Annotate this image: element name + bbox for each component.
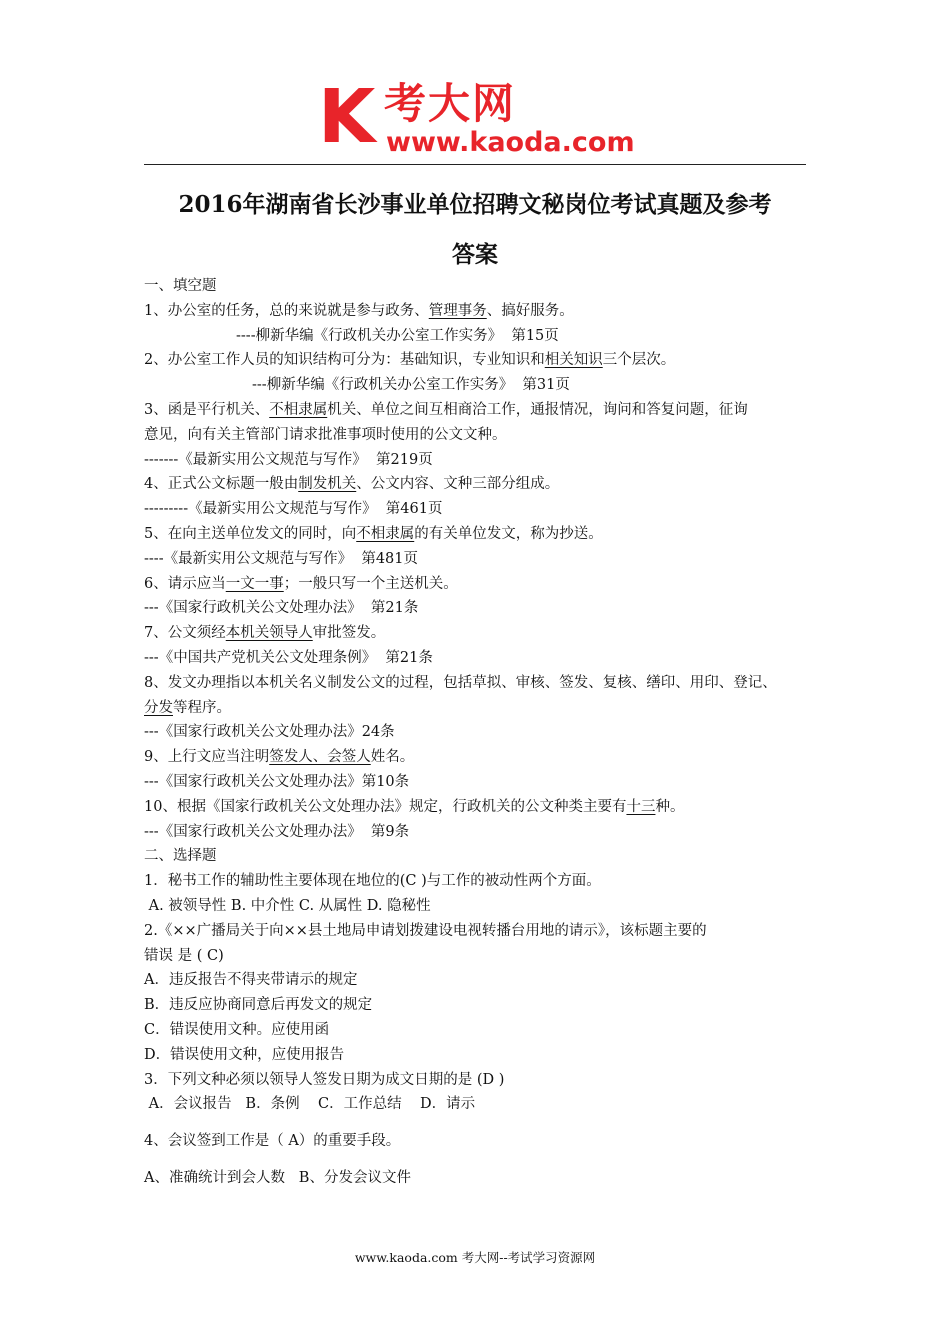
answer-blank: 十三 <box>626 798 656 815</box>
answer-blank: 本机关领导人 <box>225 625 313 642</box>
text-line <box>144 423 824 448</box>
text-segment: 4、会议签到工作是（ A）的重要手段。 <box>144 1133 401 1150</box>
text-line <box>144 720 824 745</box>
text-line <box>144 1068 824 1093</box>
text-line <box>144 621 824 646</box>
text-line <box>144 448 824 473</box>
text-line <box>144 671 824 696</box>
document-body <box>144 274 824 1191</box>
text-line <box>144 968 824 993</box>
text-segment: 8、发文办理指以本机关名义制发公文的过程，包括草拟、审核、签发、复核、缮印、用印、登记、 <box>144 674 777 691</box>
text-line <box>144 1043 824 1068</box>
text-segment: 等程序。 <box>173 699 231 716</box>
text-segment: A. 被领导性 B. 中介性 C. 从属性 D. 隐秘性 <box>144 897 431 914</box>
text-line <box>144 770 824 795</box>
logo-url: www.kaoda.com <box>386 127 635 158</box>
answer-blank: 一文一事 <box>225 575 284 592</box>
text-line <box>144 324 824 349</box>
text-line <box>144 646 824 671</box>
text-line <box>144 745 824 770</box>
text-segment: 3．下列文种必须以领导人签发日期为成文日期的是 (D ) <box>144 1071 505 1088</box>
text-segment: ---《国家行政机关公文处理办法》 第21条 <box>144 600 419 617</box>
text-line <box>144 596 824 621</box>
answer-blank: 管理事务 <box>428 302 487 319</box>
text-line <box>144 274 824 299</box>
text-segment: -------《最新实用公文规范与写作》 第219页 <box>144 451 433 468</box>
text-line <box>144 1129 824 1154</box>
text-line <box>144 1018 824 1043</box>
text-segment: ---柳新华编《行政机关办公室工作实务》 第31页 <box>252 377 570 394</box>
text-line <box>144 1092 824 1117</box>
answer-blank: 不相隶属 <box>269 401 328 418</box>
text-segment: 3、函是平行机关、 <box>144 401 270 418</box>
text-segment: 7、公文须经 <box>144 625 226 642</box>
text-segment: ---《国家行政机关公文处理办法》24条 <box>144 724 395 741</box>
answer-blank: 签发人、会签人 <box>269 749 371 766</box>
text-line <box>144 373 824 398</box>
text-line <box>144 919 824 944</box>
text-segment: ---《国家行政机关公文处理办法》 第9条 <box>144 823 410 840</box>
logo-chinese-name: 考大网 <box>384 79 517 128</box>
text-segment: B．违反应协商同意后再发文的规定 <box>144 997 373 1014</box>
text-segment: 的有关单位发文，称为抄送。 <box>414 525 603 542</box>
text-line <box>144 547 824 572</box>
text-segment: 1．秘书工作的辅助性主要体现在地位的(C )与工作的被动性两个方面。 <box>144 873 601 890</box>
text-segment: 10、根据《国家行政机关公文处理办法》规定，行政机关的公文种类主要有 <box>144 798 627 815</box>
answer-blank: 相关知识 <box>544 352 603 369</box>
text-segment: 2、办公室工作人员的知识结构可分为：基础知识，专业知识和 <box>144 352 545 369</box>
text-segment: ；一般只写一个主送机关。 <box>283 575 458 592</box>
kaoda-logo[interactable] <box>318 74 638 162</box>
text-line <box>144 820 824 845</box>
text-segment: ----《最新实用公文规范与写作》 第481页 <box>144 550 418 567</box>
text-segment: 意见，向有关主管部门请求批准事项时使用的公文文种。 <box>144 426 507 443</box>
text-segment: C．错误使用文种。应使用函 <box>144 1021 330 1038</box>
text-segment: 三个层次。 <box>602 352 676 369</box>
text-segment: 一、填空题 <box>144 278 217 294</box>
text-segment: D．错误使用文种，应使用报告 <box>144 1046 345 1063</box>
text-segment: 9、上行文应当注明 <box>144 749 270 766</box>
logo-k-mark: K <box>318 74 374 160</box>
text-segment: 1、办公室的任务，总的来说就是参与政务、 <box>144 302 429 319</box>
text-line <box>144 572 824 597</box>
text-segment: A．会议报告 B．条例 C．工作总结 D．请示 <box>144 1096 476 1113</box>
text-line <box>144 1166 824 1191</box>
text-line <box>144 844 824 869</box>
text-line <box>144 472 824 497</box>
header-rule <box>144 164 806 165</box>
text-segment: 二、选择题 <box>144 848 217 865</box>
text-segment: 审批签发。 <box>312 625 386 642</box>
text-segment: ---------《最新实用公文规范与写作》 第461页 <box>144 501 443 518</box>
text-line <box>144 795 824 820</box>
text-segment: A、准确统计到会人数 B、分发会议文件 <box>144 1169 411 1186</box>
text-segment: A．违反报告不得夹带请示的规定 <box>144 972 358 989</box>
page-footer: www.kaoda.com 考大网--考试学习资源网 <box>354 1250 596 1265</box>
text-line <box>144 522 824 547</box>
text-segment: 5、在向主送单位发文的同时，向 <box>144 525 357 542</box>
text-segment: 、搞好服务。 <box>486 302 574 319</box>
text-line <box>144 497 824 522</box>
text-line <box>144 869 824 894</box>
text-segment: ---《国家行政机关公文处理办法》第10条 <box>144 773 410 790</box>
text-segment: 、公文内容、文种三部分组成。 <box>356 476 560 493</box>
text-segment: ---《中国共产党机关公文处理条例》 第21条 <box>144 649 433 666</box>
answer-blank: 制发机关 <box>298 476 357 493</box>
text-line <box>144 894 824 919</box>
answer-blank: 分发 <box>144 699 173 716</box>
text-segment: 4、正式公文标题一般由 <box>144 476 299 493</box>
text-segment: 错误 是 ( C) <box>144 947 224 964</box>
text-line <box>144 696 824 721</box>
answer-blank: 不相隶属 <box>356 525 415 542</box>
text-line <box>144 993 824 1018</box>
document-title-line2: 答案 <box>452 241 498 268</box>
text-line <box>144 348 824 373</box>
text-segment: 姓名。 <box>370 749 415 766</box>
text-segment: 2.《××广播局关于向××县土地局申请划拨建设电视转播台用地的请示》，该标题主要的 <box>144 922 707 939</box>
text-line <box>144 398 824 423</box>
text-segment: 机关、单位之间互相商洽工作，通报情况，询问和答复问题，征询 <box>327 401 748 418</box>
text-segment: 6、请示应当 <box>144 575 226 592</box>
text-line <box>144 944 824 969</box>
text-segment: ----柳新华编《行政机关办公室工作实务》 第15页 <box>236 327 559 344</box>
text-segment: 种。 <box>655 798 685 815</box>
text-line <box>144 299 824 324</box>
document-title-line1: 2016年湖南省长沙事业单位招聘文秘岗位考试真题及参考 <box>178 191 772 218</box>
